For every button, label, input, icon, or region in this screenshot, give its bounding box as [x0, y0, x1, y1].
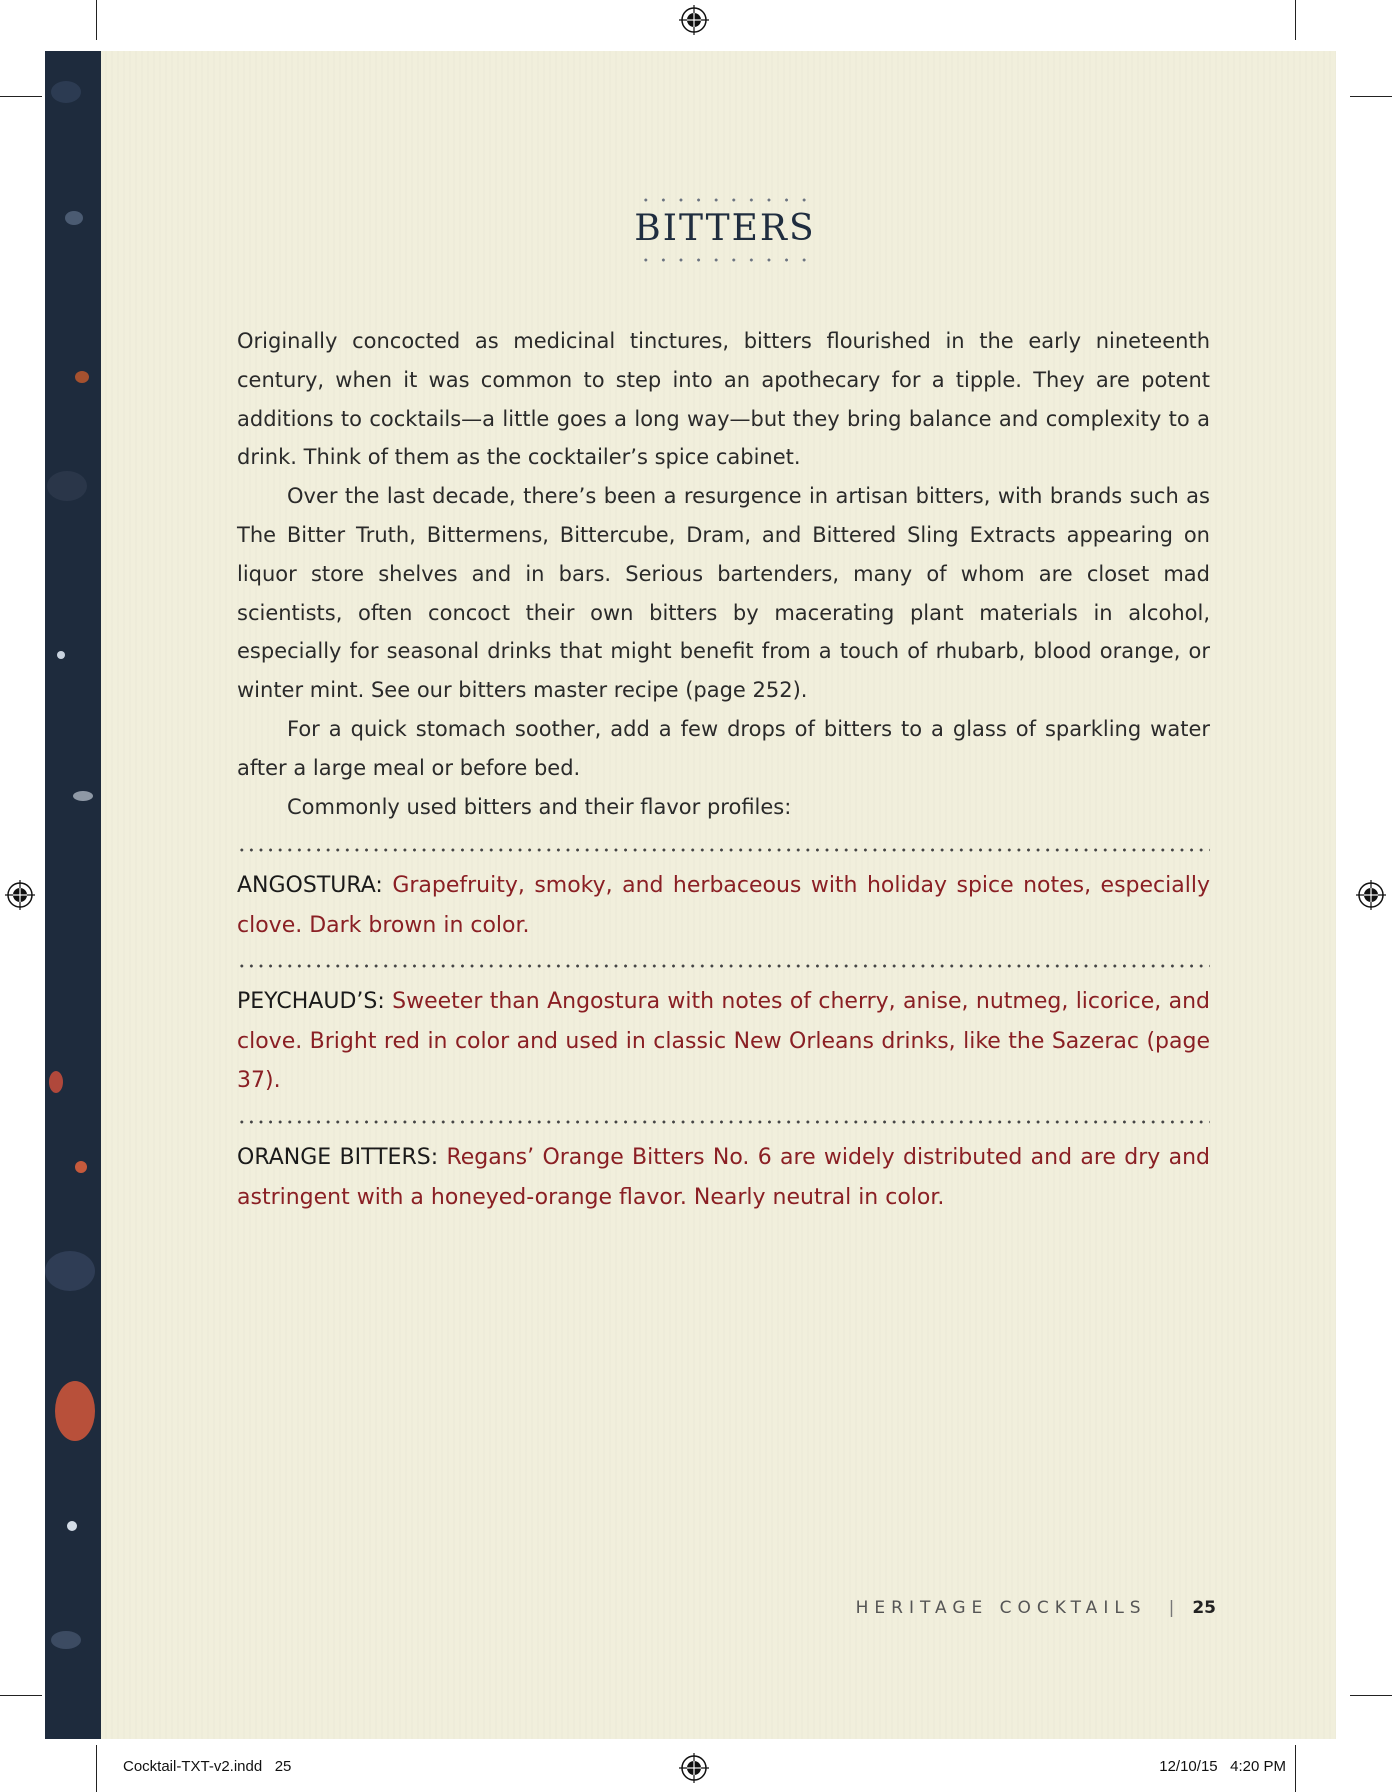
crop-mark: [1295, 0, 1296, 40]
book-title: HERITAGE COCKTAILS: [855, 1598, 1147, 1618]
slug-datetime: 12/10/15 4:20 PM: [1159, 1758, 1286, 1775]
page-title: BITTERS: [634, 208, 816, 249]
registration-mark-icon: [1356, 880, 1386, 910]
registration-mark-icon: [679, 1753, 709, 1783]
heading-block: [620, 198, 830, 262]
paragraph: Commonly used bitters and their flavor profiles:: [287, 794, 792, 819]
crop-mark: [96, 0, 97, 40]
bitters-entry-peychauds: [237, 982, 1210, 1101]
body-text: [237, 322, 1210, 826]
crop-mark: [1350, 96, 1392, 97]
paragraph: For a quick stomach soother, add a few drops of bitters to a glass of sparkling water after a large meal or before bed.: [237, 716, 1210, 780]
entry-term: ANGOSTURA:: [237, 873, 383, 898]
entry-description: Grapefruity, smoky, and herbaceous with holiday spice notes, especially clove. Dark brown in color.: [237, 873, 1210, 938]
entry-term: PEYCHAUD’S:: [237, 989, 385, 1014]
decorative-spine-image: [45, 51, 101, 1739]
crop-mark: [0, 1695, 42, 1696]
crop-mark: [1350, 1695, 1392, 1696]
crop-mark: [1295, 1745, 1296, 1792]
heading-dotted-rule: [637, 258, 813, 262]
page-number: 25: [1192, 1598, 1216, 1618]
footer-separator: |: [1168, 1598, 1175, 1618]
entry-description: Regans’ Orange Bitters No. 6 are widely distributed and are dry and astringent with a honeyed-orange flavor. Nearly neutral in color.: [237, 1145, 1211, 1210]
crop-mark: [96, 1745, 97, 1792]
slug-filename: Cocktail-TXT-v2.indd 25: [123, 1758, 292, 1775]
bitters-entry-angostura: [237, 866, 1210, 945]
dotted-separator: [237, 848, 1210, 852]
paragraph: Over the last decade, there’s been a resurgence in artisan bitters, with brands such as The Bitter Truth, Bittermens, Bittercube, Dram, and Bittered Sling Extracts appearing on liquor store shelves and in bars. Serious bartenders, many of whom are closet mad scientists, often concoct their own bitters by macerating plant materials in alcohol, especially for seasonal drinks that might benefit from a touch of rhubarb, blood orange, or winter mint. See our bitters master recipe (page 252).: [237, 484, 1210, 703]
heading-dotted-rule: [637, 198, 813, 202]
entry-description: Sweeter than Angostura with notes of cherry, anise, nutmeg, licorice, and clove. Bright red in color and used in classic New Orleans drinks, like the Sazerac (page 37).: [237, 989, 1210, 1093]
registration-mark-icon: [679, 5, 709, 35]
crop-mark: [0, 96, 42, 97]
entry-term: ORANGE BITTERS:: [237, 1145, 439, 1170]
dotted-separator: [237, 1120, 1210, 1124]
bitters-entry-orange: [237, 1138, 1210, 1217]
dotted-separator: [237, 964, 1210, 968]
running-footer: [856, 1598, 1216, 1618]
registration-mark-icon: [5, 880, 35, 910]
paragraph: Originally concocted as medicinal tinctures, bitters flourished in the early nineteenth century, when it was common to step into an apothecary for a tipple. They are potent additions to cocktails—a little goes a long way—but they bring balance and complexity to a drink. Think of them as the cocktailer’s spice cabinet.: [237, 329, 1210, 470]
